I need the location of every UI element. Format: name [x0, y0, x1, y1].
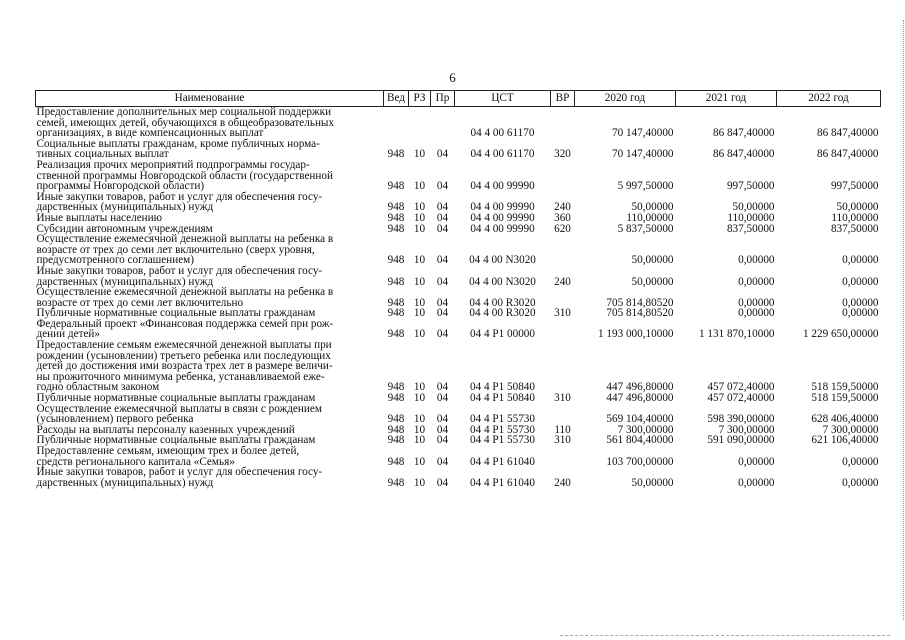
row-cst: 04 4 00 61170	[470, 127, 535, 140]
row-pr: 04	[436, 381, 449, 394]
row-vr	[551, 319, 575, 340]
row-vr: 310	[554, 392, 571, 405]
row-vr: 360	[554, 211, 571, 224]
row-2022: 110,00000	[831, 211, 879, 224]
row-ved: 948	[387, 413, 405, 426]
row-cst: 04 4 P1 50840	[470, 381, 535, 394]
table-row	[36, 287, 881, 308]
row-rz: 10	[413, 392, 426, 405]
header-ved: Вед	[384, 91, 409, 107]
row-pr: 04	[436, 328, 449, 341]
row-2022: 997,50000	[830, 180, 879, 193]
row-2020: 110,00000	[626, 211, 674, 224]
row-name	[36, 266, 384, 287]
row-2021: 997,50000	[726, 180, 775, 193]
row-rz: 10	[413, 328, 426, 341]
row-2020: 70 147,40000	[611, 127, 674, 140]
row-name	[36, 139, 384, 160]
row-pr: 04	[436, 180, 449, 193]
header-rz: РЗ	[409, 91, 431, 107]
row-ved: 948	[387, 381, 405, 394]
row-2022: 50,00000	[836, 201, 879, 214]
row-rz: 10	[413, 381, 426, 394]
row-cst: 04 4 00 99990	[470, 211, 535, 224]
row-2021: 837,50000	[726, 222, 775, 235]
row-vr	[551, 340, 575, 393]
row-2022: 621 106,40000	[811, 434, 879, 447]
row-cst: 04 4 P1 00000	[470, 328, 535, 341]
row-2022: 0,00000	[842, 296, 879, 309]
row-rz: 10	[413, 434, 426, 447]
row-2022: 0,00000	[842, 476, 879, 489]
table-row	[36, 192, 881, 213]
row-ved: 948	[387, 180, 405, 193]
row-ved: 948	[387, 296, 405, 309]
table-row	[36, 234, 881, 266]
row-name-text: Предоставление семьям, имеющим трех и более детей, средств регионального капитала «Семья»	[36, 445, 300, 468]
row-ved: 948	[387, 434, 405, 447]
row-vr	[551, 160, 575, 192]
row-2021: 110,00000	[727, 211, 775, 224]
row-cst: 04 4 00 99990	[470, 201, 535, 214]
row-rz: 10	[413, 307, 426, 320]
row-name	[36, 467, 384, 488]
row-2022: 628 406,40000	[811, 413, 879, 426]
table-row	[36, 404, 881, 425]
row-rz: 10	[413, 275, 426, 288]
row-rz: 10	[413, 201, 426, 214]
row-pr: 04	[436, 455, 449, 468]
row-cst: 04 4 00 99990	[470, 180, 535, 193]
header-name: Наименование	[36, 91, 384, 107]
row-vr: 240	[554, 275, 571, 288]
row-cst: 04 4 00 99990	[470, 222, 535, 235]
row-2022: 837,50000	[830, 222, 879, 235]
row-2021: 50,00000	[732, 201, 775, 214]
row-cst: 04 4 P1 55730	[470, 413, 535, 426]
row-name	[36, 234, 384, 266]
row-pr: 04	[436, 254, 449, 267]
row-cst: 04 4 P1 55730	[470, 434, 535, 447]
row-ved	[384, 107, 409, 139]
row-pr: 04	[436, 307, 449, 320]
row-name	[36, 107, 384, 139]
row-2020: 569 104,40000	[606, 413, 674, 426]
row-2020: 561 804,40000	[606, 434, 674, 447]
row-rz: 10	[413, 180, 426, 193]
header-2021: 2021 год	[676, 91, 777, 107]
row-2020: 5 837,50000	[617, 222, 674, 235]
row-2021: 0,00000	[738, 476, 775, 489]
row-vr	[551, 404, 575, 425]
row-2021: 86 847,40000	[712, 148, 775, 161]
row-vr: 110	[554, 423, 571, 436]
row-rz: 10	[413, 296, 426, 309]
table-row	[36, 160, 881, 192]
row-2022: 518 159,50000	[811, 381, 879, 394]
row-vr: 240	[554, 201, 571, 214]
row-name-text: Иные выплаты населению	[36, 211, 162, 224]
row-pr: 04	[436, 413, 449, 426]
row-pr: 04	[436, 148, 449, 161]
row-pr: 04	[436, 392, 449, 405]
row-name	[36, 446, 384, 467]
row-2022: 0,00000	[842, 307, 879, 320]
table-row	[36, 446, 881, 467]
row-2020: 5 997,50000	[617, 180, 674, 193]
table-row	[36, 467, 881, 488]
row-2022: 86 847,40000	[816, 127, 879, 140]
row-2021: 0,00000	[738, 254, 775, 267]
scan-edge-bottom	[560, 634, 890, 636]
header-vr: ВР	[551, 91, 575, 107]
table-row	[36, 213, 881, 224]
row-pr: 04	[436, 434, 449, 447]
row-name-text: Предоставление семьям ежемесячной денежной выплаты при рождении (усыновлении) третьего ребенка или последующих детей до достижения ими возраста трех лет в размере величи- ны прожиточного минимума ребенка, устанавливаемой еже- годно областным законом	[36, 339, 333, 394]
row-2021: 0,00000	[738, 296, 775, 309]
row-ved: 948	[387, 148, 405, 161]
row-2021: 1 131 870,10000	[698, 328, 775, 341]
row-pr: 04	[436, 476, 449, 489]
row-name-text: Осуществление ежемесячной денежной выплаты на ребенка в возрасте от трех до семи лет включительно (сверх уровня, предусмотренного соглашением)	[36, 233, 334, 267]
row-pr: 04	[436, 423, 449, 436]
row-name-text: Публичные нормативные социальные выплаты гражданам	[36, 307, 316, 320]
row-2020: 705 814,80520	[606, 307, 674, 320]
row-pr: 04	[436, 211, 449, 224]
row-ved: 948	[387, 201, 405, 214]
row-name	[36, 213, 384, 224]
row-ved: 948	[387, 254, 405, 267]
row-name-text: Федеральный проект «Финансовая поддержка семей при рож- дении детей»	[36, 317, 334, 341]
row-2022: 86 847,40000	[816, 148, 879, 161]
row-name-text: Предоставление дополнительных мер социальной поддержки семей, имеющих детей, обучающихся в общеобразовательных организациях, в виде компенсационных выплат	[36, 106, 335, 140]
row-name-text: Иные закупки товаров, работ и услуг для обеспечения госу- дарственных (муниципальных) нужд	[36, 190, 323, 214]
row-cst: 04 4 00 61170	[470, 148, 535, 161]
row-cst: 04 4 P1 50840	[470, 392, 535, 405]
row-name-text: Осуществление ежемесячной выплаты в связи с рождением (усыновлением) первого ребенка	[36, 402, 322, 426]
header-2020: 2020 год	[575, 91, 676, 107]
row-name-text: Иные закупки товаров, работ и услуг для обеспечения госу- дарственных (муниципальных) нужд	[36, 264, 323, 288]
row-2021: 0,00000	[738, 307, 775, 320]
row-name	[36, 160, 384, 192]
row-pr	[431, 107, 455, 139]
scan-edge-right	[901, 20, 904, 620]
row-name-text: Расходы на выплаты персоналу казенных учреждений	[36, 423, 295, 436]
row-ved: 948	[387, 275, 405, 288]
row-vr: 240	[554, 476, 571, 489]
row-cst: 04 4 P1 61040	[470, 476, 535, 489]
row-2020: 50,00000	[631, 275, 674, 288]
row-name-text: Субсидии автономным учреждениям	[36, 222, 213, 235]
table-row	[36, 340, 881, 393]
row-2020: 705 814,80520	[606, 296, 674, 309]
row-rz: 10	[413, 211, 426, 224]
row-rz: 10	[413, 413, 426, 426]
row-vr	[551, 446, 575, 467]
row-2021: 7 300,00000	[718, 423, 775, 436]
row-rz: 10	[413, 222, 426, 235]
table-header-row	[36, 91, 881, 107]
row-vr	[551, 287, 575, 308]
row-rz: 10	[413, 476, 426, 489]
row-2021: 457 072,40000	[707, 381, 775, 394]
budget-table	[35, 90, 881, 488]
page-number: 6	[449, 70, 456, 85]
row-name-text: Публичные нормативные социальные выплаты гражданам	[36, 434, 316, 447]
row-2021: 591 090,00000	[707, 434, 775, 447]
row-cst: 04 4 00 R3020	[469, 307, 536, 320]
row-2021: 457 072,40000	[707, 392, 775, 405]
row-pr: 04	[436, 296, 449, 309]
row-name	[36, 287, 384, 308]
row-pr: 04	[436, 201, 449, 214]
row-name	[36, 192, 384, 213]
row-2020: 50,00000	[631, 254, 674, 267]
row-2022: 1 229 650,00000	[802, 328, 879, 341]
row-name	[36, 319, 384, 340]
row-cst: 04 4 P1 61040	[470, 455, 535, 468]
row-2020: 70 147,40000	[611, 148, 674, 161]
row-vr	[551, 234, 575, 266]
row-pr: 04	[436, 275, 449, 288]
row-rz: 10	[413, 254, 426, 267]
row-name	[36, 404, 384, 425]
row-ved: 948	[387, 222, 405, 235]
table-row	[36, 319, 881, 340]
row-rz: 10	[413, 423, 426, 436]
row-vr: 620	[554, 222, 571, 235]
row-2020: 103 700,00000	[606, 455, 674, 468]
row-cst: 04 4 00 N3020	[469, 254, 536, 267]
row-2020: 50,00000	[631, 476, 674, 489]
row-2020: 50,00000	[631, 201, 674, 214]
row-2021: 0,00000	[738, 275, 775, 288]
row-rz: 10	[413, 455, 426, 468]
row-2021: 0,00000	[738, 455, 775, 468]
row-ved: 948	[387, 307, 405, 320]
row-ved: 948	[387, 423, 405, 436]
row-ved: 948	[387, 392, 405, 405]
row-rz: 10	[413, 148, 426, 161]
row-2021: 86 847,40000	[712, 127, 775, 140]
row-pr: 04	[436, 222, 449, 235]
header-cst: ЦСТ	[455, 91, 551, 107]
table-row	[36, 266, 881, 287]
table-row	[36, 107, 881, 139]
row-ved: 948	[387, 455, 405, 468]
row-2022: 0,00000	[842, 254, 879, 267]
row-vr: 310	[554, 434, 571, 447]
row-name	[36, 340, 384, 393]
row-rz	[409, 107, 431, 139]
row-2022: 0,00000	[842, 455, 879, 468]
row-2020: 447 496,80000	[606, 392, 674, 405]
row-vr: 310	[554, 307, 571, 320]
row-cst: 04 4 P1 55730	[470, 423, 535, 436]
row-2022: 0,00000	[842, 275, 879, 288]
row-2020: 1 193 000,10000	[597, 328, 674, 341]
row-vr	[551, 107, 575, 139]
row-cst: 04 4 00 N3020	[469, 275, 536, 288]
row-name-text: Реализация прочих мероприятий подпрограммы государ- ственной программы Новгородской области (государственной программы Новгородской области)	[36, 158, 333, 193]
header-2022: 2022 год	[777, 91, 881, 107]
table-body	[36, 107, 881, 489]
header-pr: Пр	[431, 91, 455, 107]
row-cst: 04 4 00 R3020	[469, 296, 536, 309]
row-name-text: Осуществление ежемесячной денежной выплаты на ребенка в возрасте от трех до семи лет включительно	[36, 286, 334, 309]
row-name-text: Социальные выплаты гражданам, кроме публичных норма- тивных социальных выплат	[36, 137, 320, 161]
row-name-text: Публичные нормативные социальные выплаты гражданам	[36, 392, 316, 405]
table-row	[36, 139, 881, 160]
row-ved: 948	[387, 476, 405, 489]
row-ved: 948	[387, 211, 405, 224]
row-2020: 447 496,80000	[606, 381, 674, 394]
row-2020: 7 300,00000	[617, 423, 674, 436]
row-2022: 518 159,50000	[811, 392, 879, 405]
row-2022: 7 300,00000	[822, 423, 879, 436]
row-2021: 598 390,00000	[707, 413, 775, 426]
row-vr: 320	[554, 148, 571, 161]
row-name-text: Иные закупки товаров, работ и услуг для обеспечения госу- дарственных (муниципальных) нужд	[36, 466, 323, 489]
row-ved: 948	[387, 328, 405, 341]
